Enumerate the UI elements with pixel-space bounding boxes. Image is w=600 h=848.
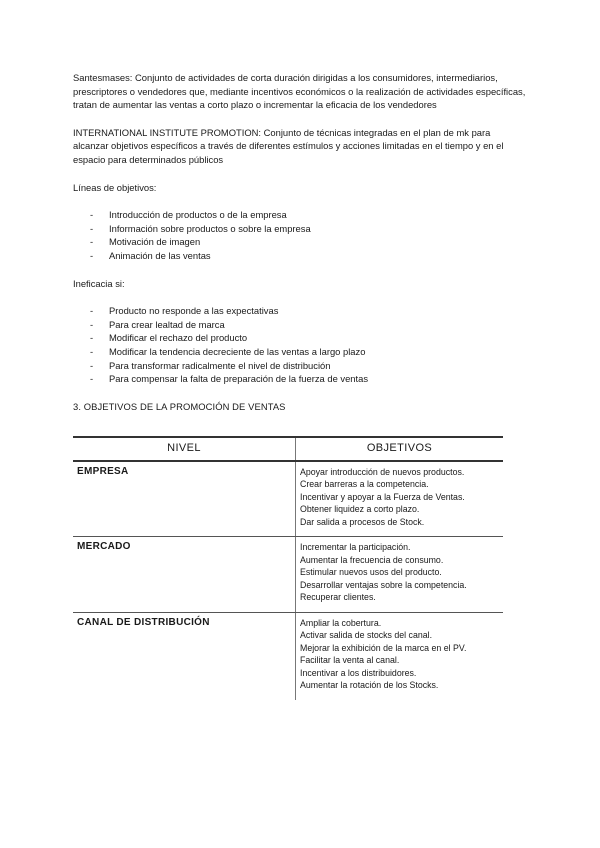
table-row bbox=[73, 461, 503, 537]
dash-marker: - bbox=[90, 249, 94, 261]
level-cell: CANAL DE DISTRIBUCIÓN bbox=[73, 612, 296, 700]
ineficacia-title: Ineficacia si: bbox=[73, 277, 125, 289]
objective-item: Dar salida a procesos de Stock. bbox=[300, 516, 425, 527]
table-row bbox=[73, 537, 503, 613]
dash-marker: - bbox=[90, 359, 94, 371]
list-item: - Modificar el rechazo del producto bbox=[90, 332, 248, 344]
objective-item: Recuperar clientes. bbox=[300, 592, 376, 602]
objective-item: Mejorar la exhibición de la marca en el PV. bbox=[300, 642, 467, 653]
list-item: - Modificar la tendencia decreciente de las ventas a largo plazo bbox=[90, 345, 366, 357]
definition-santesmases: Santesmases: Conjunto de actividades de corta duración dirigidas a los consumidores, intermediarios, prescriptores o vendedores que, mediante incentivos económicos o la realización de actividades específicas, tratan de aumentar las ventas a corto plazo o incrementar la eficacia de los vendedores bbox=[73, 72, 526, 111]
ineficacia-list bbox=[73, 304, 528, 386]
dash-marker: - bbox=[90, 209, 94, 221]
objective-item: Crear barreras a la competencia. bbox=[300, 479, 429, 489]
objective-item: Aumentar la rotación de los Stocks. bbox=[300, 680, 439, 690]
objective-item: Incrementar la participación. bbox=[300, 542, 411, 552]
dash-marker: - bbox=[90, 373, 94, 385]
objectives-cell bbox=[296, 612, 504, 700]
table-row bbox=[73, 612, 503, 700]
objective-item: Aumentar la frecuencia de consumo. bbox=[300, 554, 444, 565]
objective-item: Ampliar la cobertura. bbox=[300, 617, 382, 628]
lineas-title: Líneas de objetivos: bbox=[73, 181, 157, 193]
header-objetivos: OBJETIVOS bbox=[296, 437, 504, 461]
list-item: - Animación de las ventas bbox=[90, 249, 211, 261]
objective-item: Desarrollar ventajas sobre la competencia. bbox=[300, 579, 467, 590]
list-item: - Introducción de productos o de la empresa bbox=[90, 209, 287, 221]
objective-item: Obtener liquidez a corto plazo. bbox=[300, 504, 420, 514]
list-item: - Para crear lealtad de marca bbox=[90, 318, 225, 330]
objective-item: Activar salida de stocks del canal. bbox=[300, 630, 433, 640]
dash-marker: - bbox=[90, 305, 94, 317]
objective-item: Facilitar la venta al canal. bbox=[300, 655, 400, 665]
dash-marker: - bbox=[90, 318, 94, 330]
dash-marker: - bbox=[90, 236, 94, 248]
objective-item: Incentivar y apoyar a la Fuerza de Ventas. bbox=[300, 491, 465, 502]
definition-international-institute: INTERNATIONAL INSTITUTE PROMOTION: Conjunto de técnicas integradas en el plan de mk para alcanzar objetivos específicos a través de diferentes estímulos y acciones limitadas en el tiempo y en el espacio para determinados públicos bbox=[73, 126, 504, 165]
objective-item: Apoyar introducción de nuevos productos. bbox=[300, 466, 465, 477]
dash-marker: - bbox=[90, 345, 94, 357]
document-page bbox=[73, 71, 528, 413]
objective-item: Incentivar a los distribuidores. bbox=[300, 667, 417, 678]
dash-marker: - bbox=[90, 222, 94, 234]
level-cell: MERCADO bbox=[73, 537, 296, 613]
section-heading: 3. OBJETIVOS DE LA PROMOCIÓN DE VENTAS bbox=[73, 400, 286, 412]
table-header-row bbox=[73, 437, 503, 461]
objectives-cell bbox=[296, 537, 504, 613]
header-nivel: NIVEL bbox=[73, 437, 296, 461]
list-item: - Para compensar la falta de preparación de la fuerza de ventas bbox=[90, 373, 369, 385]
level-cell: EMPRESA bbox=[73, 461, 296, 537]
list-item: - Para transformar radicalmente el nivel de distribución bbox=[90, 359, 331, 371]
list-item: - Información sobre productos o sobre la empresa bbox=[90, 222, 311, 234]
dash-marker: - bbox=[90, 332, 94, 344]
objective-item: Estimular nuevos usos del producto. bbox=[300, 567, 442, 577]
list-item: - Motivación de imagen bbox=[90, 236, 201, 248]
list-item: - Producto no responde a las expectativas bbox=[90, 305, 279, 317]
lineas-list bbox=[73, 208, 528, 262]
objectives-cell bbox=[296, 461, 504, 537]
objectives-table bbox=[73, 436, 503, 700]
